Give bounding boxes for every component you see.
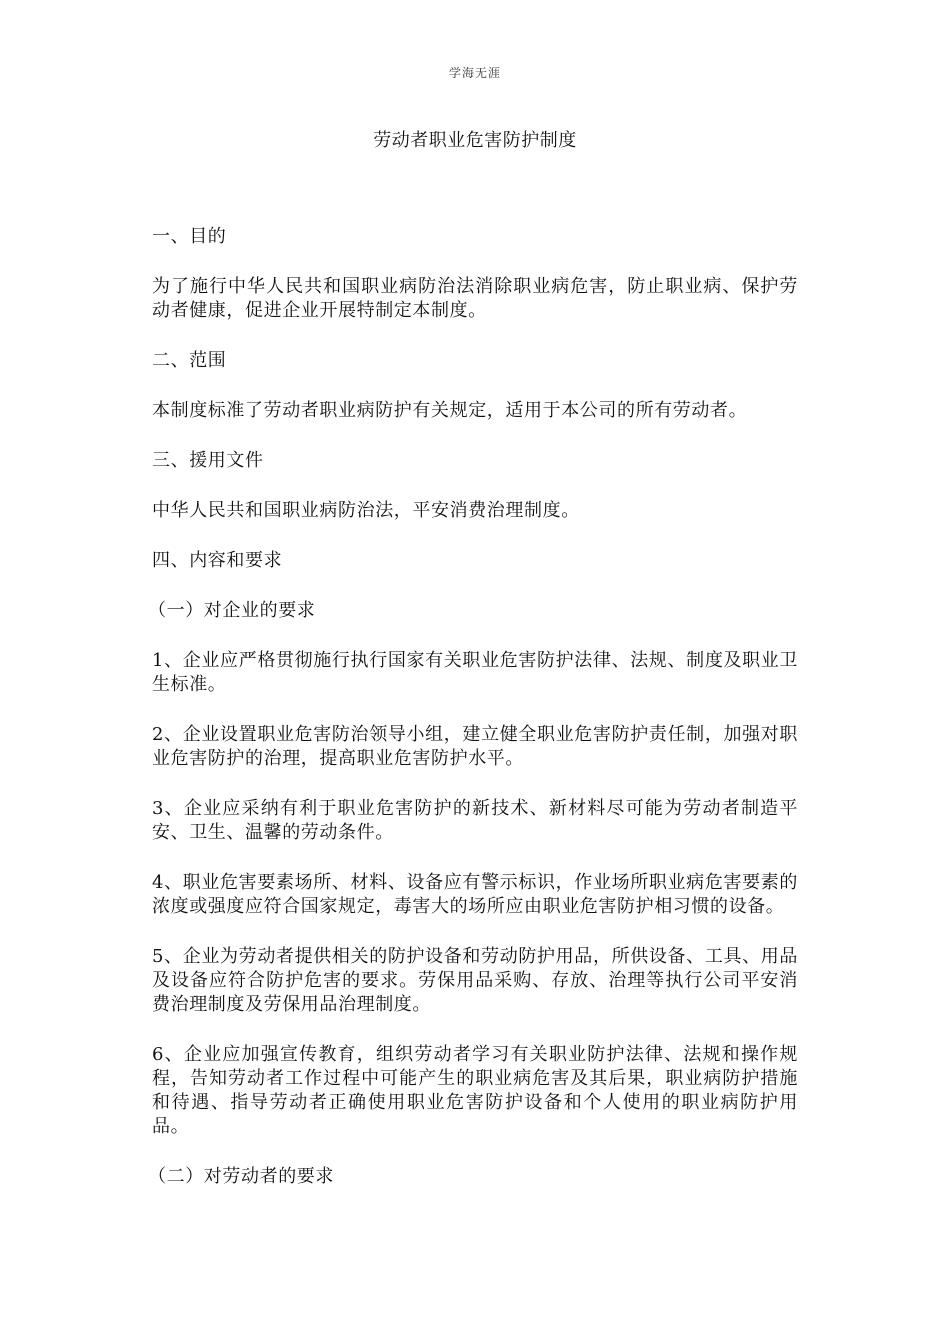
paragraph: 本制度标准了劳动者职业病防护有关规定，适用于本公司的所有劳动者。: [152, 400, 748, 421]
document-title: 劳动者职业危害防护制度: [373, 130, 577, 151]
paragraph: 为了施行中华人民共和国职业病防治法消除职业病危害，防止职业病、保护劳动者健康，促进企业开展特制定本制度。: [152, 276, 798, 321]
section-heading: 一、目的: [152, 226, 227, 247]
list-item: 2、企业设置职业危害防治领导小组，建立健全职业危害防护责任制，加强对职业危害防护的治理，提高职业危害防护水平。: [152, 724, 798, 769]
list-item: 3、企业应采纳有利于职业危害防护的新技术、新材料尽可能为劳动者制造平安、卫生、温馨的劳动条件。: [152, 798, 798, 843]
section-heading: 四、内容和要求: [152, 550, 283, 571]
list-item: 5、企业为劳动者提供相关的防护设备和劳动防护用品，所供设备、工具、用品及设备应符合防护危害的要求。劳保用品采购、存放、治理等执行公司平安消费治理制度及劳保用品治理制度。: [152, 946, 798, 1015]
list-item: 1、企业应严格贯彻施行执行国家有关职业危害防护法律、法规、制度及职业卫生标准。: [152, 650, 798, 695]
document-body: [148, 225, 798, 1215]
page-header: 学海无涯: [448, 66, 501, 80]
section-heading: 二、范围: [152, 350, 227, 371]
paragraph: 中华人民共和国职业病防治法，平安消费治理制度。: [152, 500, 580, 521]
list-item: 6、企业应加强宣传教育，组织劳动者学习有关职业防护法律、法规和操作规程，告知劳动者工作过程中可能产生的职业病危害及其后果，职业病防护措施和待遇、指导劳动者正确使用职业危害防护设备和个人使用的职业病防护用品。: [152, 1044, 798, 1137]
section-heading: 三、援用文件: [152, 450, 264, 471]
list-item: 4、职业危害要素场所、材料、设备应有警示标识，作业场所职业病危害要素的浓度或强度应符合国家规定，毒害大的场所应由职业危害防护相习惯的设备。: [152, 872, 798, 917]
subsection-heading: （二）对劳动者的要求: [148, 1166, 334, 1187]
subsection-heading: （一）对企业的要求: [148, 600, 316, 621]
